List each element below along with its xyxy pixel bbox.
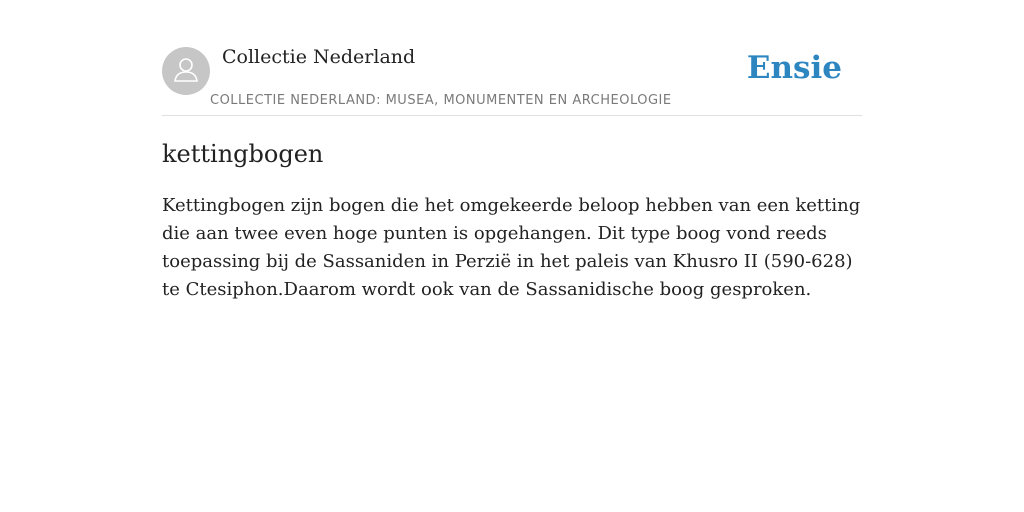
site-logo[interactable]: Ensie bbox=[746, 50, 842, 86]
author-avatar[interactable] bbox=[162, 47, 210, 95]
user-icon bbox=[171, 54, 201, 88]
article-card bbox=[162, 40, 862, 304]
article-body: Kettingbogen zijn bogen die het omgekeerde beloop hebben van een ketting die aan twee even hoge punten is opgehangen. Dit type boog vond reeds toepassing bij de Sassaniden in Perzië in het paleis van Khusro II (590-628) te Ctesiphon.Daarom wordt ook van de Sassanidische boog gesproken. bbox=[162, 195, 861, 300]
author-name[interactable]: Collectie Nederland bbox=[222, 46, 416, 68]
article-header bbox=[162, 40, 862, 116]
author-subtitle: COLLECTIE NEDERLAND: MUSEA, MONUMENTEN EN ARCHEOLOGIE bbox=[210, 93, 672, 108]
article-title: kettingbogen bbox=[162, 140, 324, 168]
